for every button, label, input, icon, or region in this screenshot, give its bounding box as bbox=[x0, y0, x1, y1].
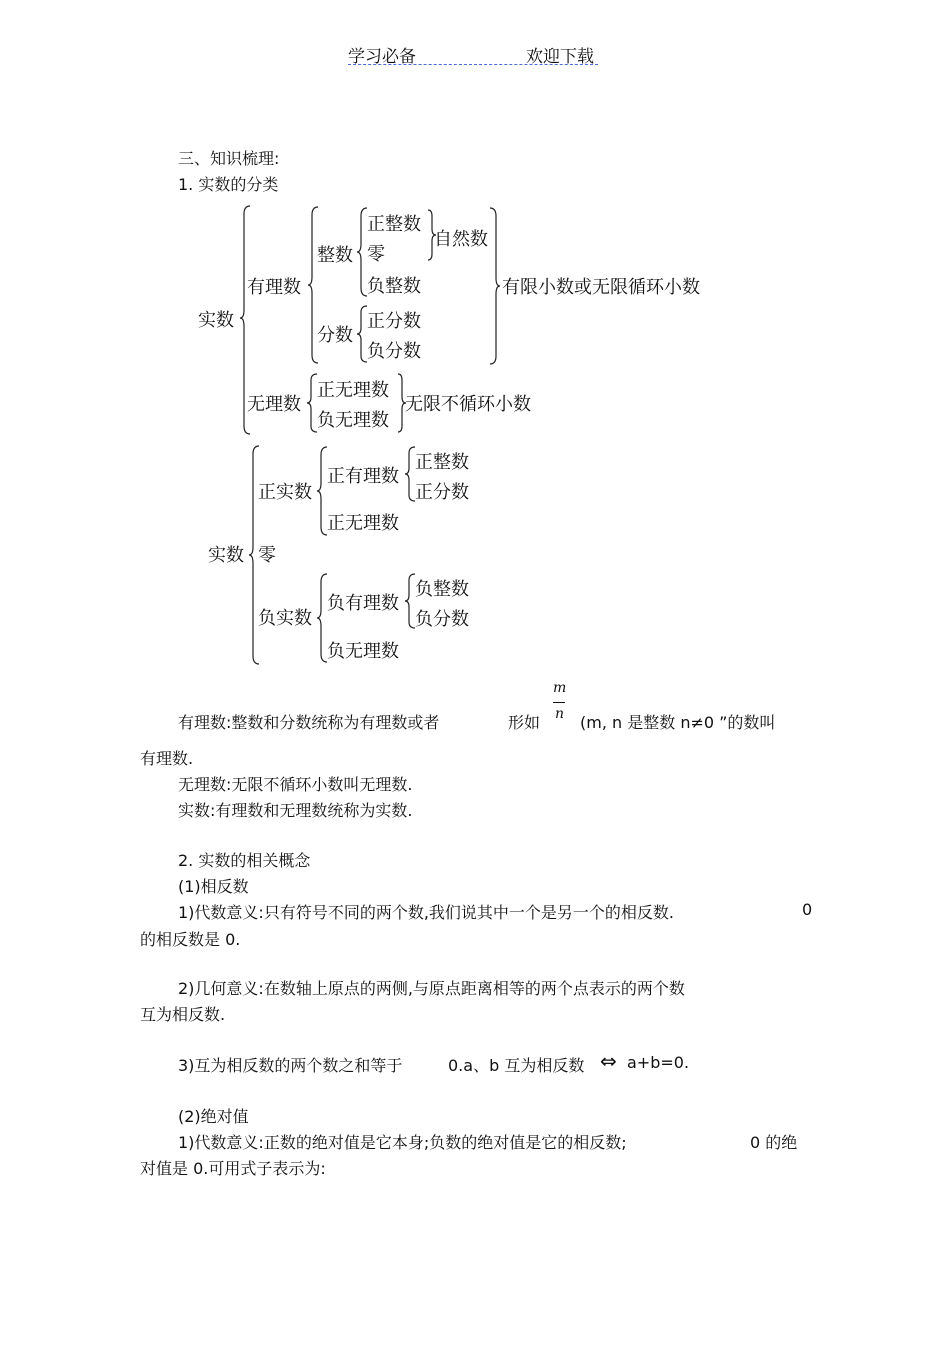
tree1-pos-frac: 正分数 bbox=[367, 311, 421, 332]
opposite-def-1a: 1)代数意义:只有符号不同的两个数,我们说其中一个是另一个的相反数. bbox=[178, 903, 674, 922]
absolute-def-1c: 对值是 0.可用式子表示为: bbox=[140, 1159, 326, 1178]
tree2-root: 实数 bbox=[208, 545, 244, 566]
opposite-title: (1)相反数 bbox=[178, 877, 249, 896]
opposite-def-3a: 3)互为相反数的两个数之和等于 bbox=[178, 1056, 403, 1075]
opposite-def-2b: 互为相反数. bbox=[140, 1005, 226, 1024]
tree2-pos-int: 正整数 bbox=[415, 452, 469, 473]
tree2-neg-int: 负整数 bbox=[415, 579, 469, 600]
opposite-def-3b: 0.a、b 互为相反数 bbox=[448, 1056, 585, 1075]
tree1-zero: 零 bbox=[367, 244, 385, 265]
tree1-rational-note: 有限小数或无限循环小数 bbox=[502, 277, 700, 298]
tree1-rational: 有理数 bbox=[247, 277, 301, 298]
def-real: 实数:有理数和无理数统称为实数. bbox=[178, 801, 413, 820]
opposite-def-3c: a+b=0. bbox=[627, 1053, 690, 1072]
header-left: 学习必备 bbox=[348, 47, 416, 67]
tree2-pos-real: 正实数 bbox=[258, 482, 312, 503]
tree1-irrational: 无理数 bbox=[247, 394, 301, 415]
absolute-title: (2)绝对值 bbox=[178, 1107, 249, 1126]
section-title: 三、知识梳理: bbox=[178, 149, 280, 168]
tree1-integer: 整数 bbox=[317, 245, 353, 266]
def-rational-a: 有理数:整数和分数统称为有理数或者 bbox=[178, 713, 440, 732]
subsection-title-2: 2. 实数的相关概念 bbox=[178, 851, 311, 870]
tree1-fraction: 分数 bbox=[317, 325, 353, 346]
opposite-def-1b: 0 bbox=[802, 900, 813, 919]
fraction-denominator: n bbox=[555, 706, 565, 722]
tree1-neg-frac: 负分数 bbox=[367, 341, 421, 362]
tree1-neg-irr: 负无理数 bbox=[317, 410, 389, 431]
absolute-def-1a: 1)代数意义:正数的绝对值是它本身;负数的绝对值是它的相反数; bbox=[178, 1133, 627, 1152]
tree2-neg-rat: 负有理数 bbox=[327, 593, 399, 614]
fraction-numerator: m bbox=[553, 680, 567, 696]
opposite-def-1c: 的相反数是 0. bbox=[140, 930, 241, 949]
tree2-neg-irr: 负无理数 bbox=[327, 641, 399, 662]
header-divider bbox=[348, 64, 598, 65]
tree1-pos-irr: 正无理数 bbox=[317, 380, 389, 401]
tree1-natural: 自然数 bbox=[434, 229, 488, 250]
tree2-pos-irr: 正无理数 bbox=[327, 513, 399, 534]
tree2-zero: 零 bbox=[258, 545, 276, 566]
tree2-pos-rat: 正有理数 bbox=[327, 466, 399, 487]
tree1-pos-int: 正整数 bbox=[367, 214, 421, 235]
equivalence-symbol: ⇔ bbox=[600, 1049, 617, 1073]
tree2-neg-frac: 负分数 bbox=[415, 609, 469, 630]
tree2-pos-frac: 正分数 bbox=[415, 482, 469, 503]
absolute-def-1b: 0 的绝 bbox=[750, 1133, 798, 1152]
def-rational-d: 有理数. bbox=[140, 749, 194, 768]
opposite-def-2a: 2)几何意义:在数轴上原点的两侧,与原点距离相等的两个点表示的两个数 bbox=[178, 979, 685, 998]
subsection-title-1: 1. 实数的分类 bbox=[178, 175, 279, 194]
fraction-bar bbox=[553, 702, 565, 703]
tree1-rational-note-brace bbox=[488, 208, 500, 364]
tree1-neg-int: 负整数 bbox=[367, 276, 421, 297]
tree2-neg-real: 负实数 bbox=[258, 608, 312, 629]
header-right: 欢迎下载 bbox=[526, 47, 594, 67]
tree1-root: 实数 bbox=[198, 310, 234, 331]
tree1-irrational-note: 无限不循环小数 bbox=[405, 394, 531, 415]
def-rational-c: (m, n 是整数 n≠0 ”的数叫 bbox=[580, 713, 776, 732]
def-irrational: 无理数:无限不循环小数叫无理数. bbox=[178, 775, 413, 794]
def-rational-b: 形如 bbox=[508, 713, 541, 732]
